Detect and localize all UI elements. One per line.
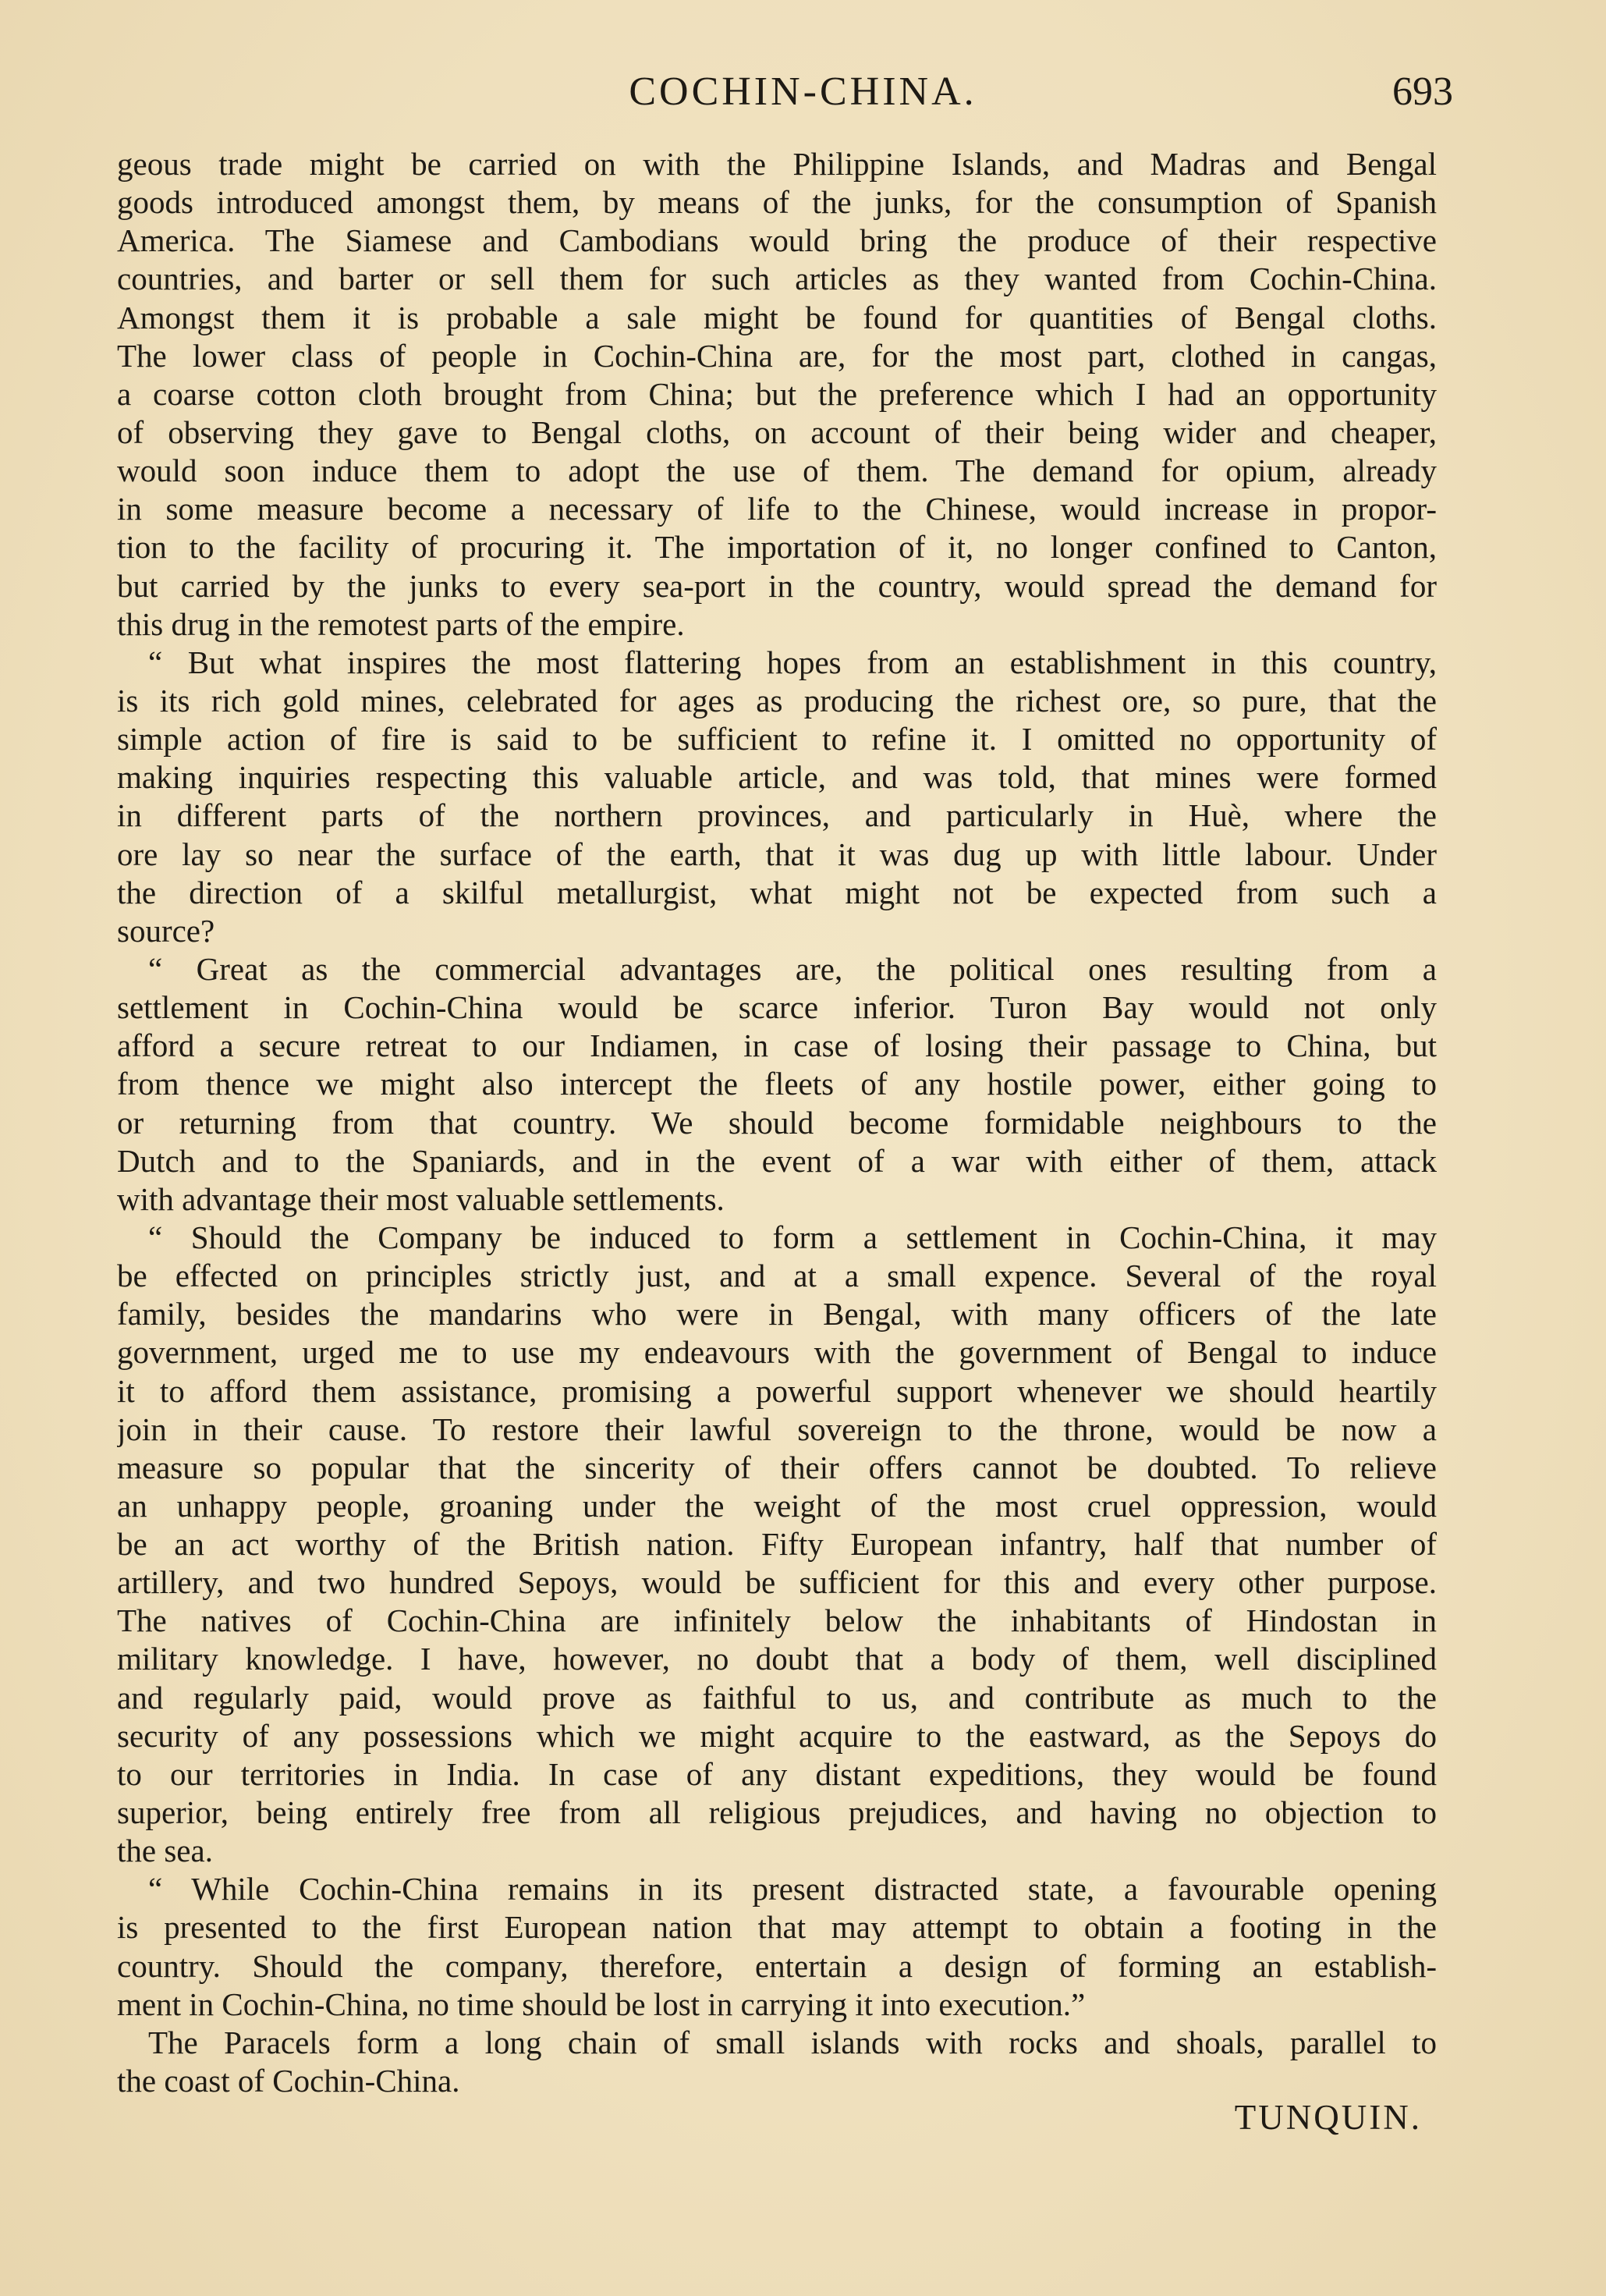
running-head — [0, 69, 1606, 115]
text-line: superior, being entirely free from all religious prejudices, and having no objection to — [117, 1794, 1437, 1831]
text-line: country. Should the company, therefore, entertain a design of forming an establish- — [117, 1947, 1437, 1984]
text-line: to our territories in India. In case of any distant expeditions, they would be found — [117, 1755, 1437, 1792]
text-line: the sea. — [117, 1833, 213, 1869]
text-line: from thence we might also intercept the fleets of any hostile power, either going to — [117, 1066, 1437, 1102]
text-line: or returning from that country. We should become formidable neighbours to the — [117, 1104, 1437, 1141]
text-line: this drug in the remotest parts of the empire. — [117, 605, 685, 642]
text-line: government, urged me to use my endeavours with the government of Bengal to induce — [117, 1334, 1437, 1371]
text-line: The lower class of people in Cochin-China are, for the most part, clothed in cangas, — [117, 337, 1437, 374]
text-line: simple action of fire is said to be sufficient to refine it. I omitted no opportunity of — [117, 721, 1437, 758]
text-line: in some measure become a necessary of life to the Chinese, would increase in propor- — [117, 491, 1437, 527]
text-line: the direction of a skilful metallurgist, what might not be expected from such a — [117, 874, 1437, 910]
text-line: countries, and barter or sell them for such articles as they wanted from Cochin-China. — [117, 261, 1437, 297]
running-title: COCHIN-CHINA. — [629, 69, 977, 114]
text-line: would soon induce them to adopt the use of them. The demand for opium, already — [117, 452, 1437, 489]
text-line: artillery, and two hundred Sepoys, would be sufficient for this and every other purpose. — [117, 1564, 1437, 1601]
text-line: be an act worthy of the British nation. Fifty European infantry, half that number of — [117, 1526, 1437, 1563]
text-line: making inquiries respecting this valuable article, and was told, that mines were formed — [117, 759, 1437, 796]
text-line: source? — [117, 912, 215, 949]
text-line: ment in Cochin-China, no time should be lost in carrying it into execution.” — [117, 1985, 1086, 2022]
text-line: an unhappy people, groaning under the weight of the most cruel oppression, would — [117, 1487, 1437, 1524]
text-line: tion to the facility of procuring it. The importation of it, no longer confined to Canton, — [117, 529, 1437, 566]
text-line: family, besides the mandarins who were in Bengal, with many officers of the late — [117, 1296, 1437, 1333]
text-line: settlement in Cochin-China would be scarce inferior. Turon Bay would not only — [117, 989, 1437, 1026]
text-line: “ While Cochin-China remains in its present distracted state, a favourable opening — [148, 1871, 1437, 1907]
text-line: ore lay so near the surface of the earth, that it was dug up with little labour. Under — [117, 836, 1437, 872]
text-line: it to afford them assistance, promising a powerful support whenever we should heartily — [117, 1372, 1437, 1409]
text-line: measure so popular that the sincerity of their offers cannot be doubted. To relieve — [117, 1449, 1437, 1485]
text-line: is presented to the first European nation that may attempt to obtain a footing in the — [117, 1909, 1437, 1946]
text-line: is its rich gold mines, celebrated for ages as producing the richest ore, so pure, that the — [117, 682, 1437, 719]
text-line: be effected on principles strictly just, and at a small expence. Several of the royal — [117, 1258, 1437, 1294]
text-line: goods introduced amongst them, by means of the junks, for the consumption of Spanish — [117, 184, 1437, 221]
text-line: The Paracels form a long chain of small islands with rocks and shoals, parallel to — [148, 2024, 1437, 2060]
text-line: “ Great as the commercial advantages are, the political ones resulting from a — [148, 950, 1437, 987]
text-line: but carried by the junks to every sea-port in the country, would spread the demand for — [117, 567, 1437, 604]
catchword: TUNQUIN. — [1234, 2098, 1422, 2137]
text-line: military knowledge. I have, however, no doubt that a body of them, well disciplined — [117, 1641, 1437, 1677]
page-number: 693 — [1392, 69, 1453, 114]
text-line: America. The Siamese and Cambodians would bring the produce of their respective — [117, 222, 1437, 259]
text-line: afford a secure retreat to our Indiamen, in case of losing their passage to China, but — [117, 1027, 1437, 1064]
text-line: Dutch and to the Spaniards, and in the event of a war with either of them, attack — [117, 1142, 1437, 1179]
text-line: geous trade might be carried on with the Philippine Islands, and Madras and Bengal — [117, 146, 1437, 182]
text-line: a coarse cotton cloth brought from China; but the preference which I had an opportunity — [117, 375, 1437, 412]
text-line: security of any possessions which we might acquire to the eastward, as the Sepoys do — [117, 1717, 1437, 1754]
text-line: The natives of Cochin-China are infinitely below the inhabitants of Hindostan in — [117, 1602, 1437, 1639]
text-line: the coast of Cochin-China. — [117, 2063, 460, 2099]
text-line: of observing they gave to Bengal cloths, on account of their being wider and cheaper, — [117, 413, 1437, 450]
text-line: “ Should the Company be induced to form a settlement in Cochin-China, it may — [148, 1219, 1437, 1255]
text-line: Amongst them it is probable a sale might be found for quantities of Bengal cloths. — [117, 299, 1437, 335]
text-line: “ But what inspires the most flattering hopes from an establishment in this country, — [148, 644, 1437, 680]
text-line: join in their cause. To restore their lawful sovereign to the throne, would be now a — [117, 1411, 1437, 1447]
text-line: and regularly paid, would prove as faithful to us, and contribute as much to the — [117, 1679, 1437, 1716]
text-line: with advantage their most valuable settlements. — [117, 1180, 725, 1217]
body-text — [117, 145, 1437, 2100]
text-line: in different parts of the northern provinces, and particularly in Huè, where the — [117, 797, 1437, 834]
